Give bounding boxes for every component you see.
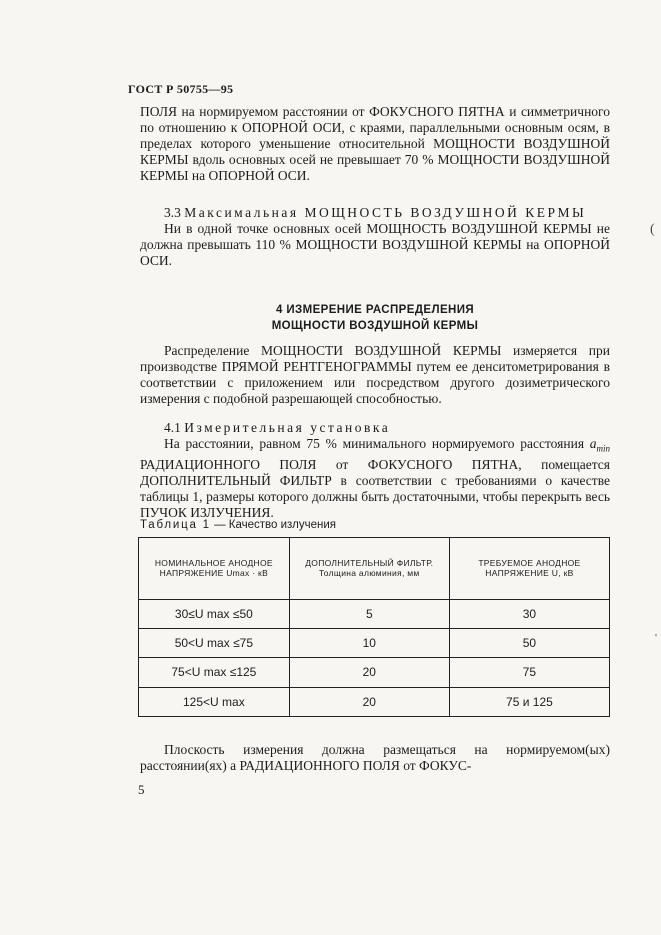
- margin-mark: (: [650, 222, 655, 237]
- table-cell: 30: [449, 599, 609, 628]
- section-4-1-text: [140, 436, 610, 521]
- symbol-a-min: [589, 436, 610, 454]
- standard-header: ГОСТ Р 50755—95: [128, 82, 234, 96]
- table-cell: 5: [289, 599, 449, 628]
- table-caption: [140, 519, 336, 531]
- table-header-row: [139, 538, 610, 600]
- table-caption-text: — Качество излучения: [210, 519, 337, 531]
- paragraph-text: ПОЛЯ на нормируемом расстоянии от ФОКУСНОГО ПЯТНА и симметричного по отношению к ОПОРНОЙ ОСИ, с краями, параллельными основным осям, в пределах которого уменьшение относительной МОЩНОСТИ ВОЗДУШНОЙ КЕРМЫ вдоль основных осей не превышает 70 % МОЩНОСТИ ВОЗДУШНОЙ КЕРМЫ на ОПОРНОЙ ОСИ.: [140, 104, 610, 183]
- table-header-cell: ДОПОЛНИТЕЛЬНЫЙ ФИЛЬТР. Толщина алюминия, мм: [289, 538, 449, 600]
- table-cell: 20: [289, 687, 449, 716]
- symbol-sub: min: [596, 443, 610, 454]
- table-cell: 30≤U max ≤50: [139, 599, 290, 628]
- table-header-cell: ТРЕБУЕМОЕ АНОДНОЕ НАПРЯЖЕНИЕ U, кВ: [449, 538, 609, 600]
- table-cell: 125<U max: [139, 687, 290, 716]
- section-4-1: [140, 420, 610, 521]
- section-3-3: [140, 205, 610, 269]
- section-4-1-text-a: На расстоянии, равном 75 % минимального нормируемого расстояния: [164, 436, 590, 451]
- margin-mark: ': [655, 632, 657, 644]
- section-3-3-number: 3.3: [164, 205, 181, 220]
- table-row: [139, 629, 610, 658]
- table-row: [139, 658, 610, 687]
- section-4-1-number: 4.1: [164, 420, 181, 435]
- table-row: [139, 687, 610, 716]
- table-row: [139, 599, 610, 628]
- section-4-heading-line1: 4 ИЗМЕРЕНИЕ РАСПРЕДЕЛЕНИЯ: [275, 304, 475, 316]
- section-4-intro-text: Распределение МОЩНОСТИ ВОЗДУШНОЙ КЕРМЫ измеряется при производстве ПРЯМОЙ РЕНТГЕНОГРАММЫ путем ее денситометрирования в соответствии с приложением или посредством другого дозиметрического измерения с подобной разрешающей способностью.: [140, 343, 610, 406]
- section-3-3-heading: [140, 205, 610, 221]
- section-3-3-title: Максимальная МОЩНОСТЬ ВОЗДУШНОЙ КЕРМЫ: [184, 205, 587, 220]
- table-cell: 75<U max ≤125: [139, 658, 290, 687]
- table-cell: 10: [289, 629, 449, 658]
- section-4-heading-line2: МОЩНОСТИ ВОЗДУШНОЙ КЕРМЫ: [271, 320, 479, 332]
- section-4-1-text-b: РАДИАЦИОННОГО ПОЛЯ от ФОКУСНОГО ПЯТНА, помещается ДОПОЛНИТЕЛЬНЫЙ ФИЛЬТР в соответствии с требованиями о качестве таблицы 1, размеры которого должны быть достаточными, чтобы перекрыть весь ПУЧОК ИЗЛУЧЕНИЯ.: [140, 456, 610, 520]
- table-header-cell: НОМИНАЛЬНОЕ АНОДНОЕ НАПРЯЖЕНИЕ Umax · кВ: [139, 538, 290, 600]
- section-4-1-title: Измерительная установка: [184, 420, 391, 435]
- paragraph-field-definition: [140, 104, 610, 184]
- table-cell: 50: [449, 629, 609, 658]
- section-3-3-text: Ни в одной точке основных осей МОЩНОСТЬ ВОЗДУШНОЙ КЕРМЫ не должна превышать 110 % МОЩНОСТИ ВОЗДУШНОЙ КЕРМЫ на ОПОРНОЙ ОСИ.: [140, 221, 610, 268]
- closing-paragraph: [140, 742, 610, 774]
- closing-text: Плоскость измерения должна размещаться на нормируемом(ых) расстоянии(ях) a РАДИАЦИОННОГО ПОЛЯ от ФОКУС-: [140, 742, 610, 773]
- symbol-a: a: [589, 436, 597, 451]
- section-4-intro: [140, 343, 610, 407]
- table-cell: 50<U max ≤75: [139, 629, 290, 658]
- section-4-heading: [140, 302, 610, 334]
- table-caption-label: Таблица 1: [140, 519, 211, 531]
- table-cell: 20: [289, 658, 449, 687]
- radiation-quality-table: [138, 537, 610, 717]
- section-4-1-heading: [140, 420, 610, 436]
- table-cell: 75 и 125: [449, 687, 609, 716]
- page-number: 5: [138, 782, 145, 797]
- table-cell: 75: [449, 658, 609, 687]
